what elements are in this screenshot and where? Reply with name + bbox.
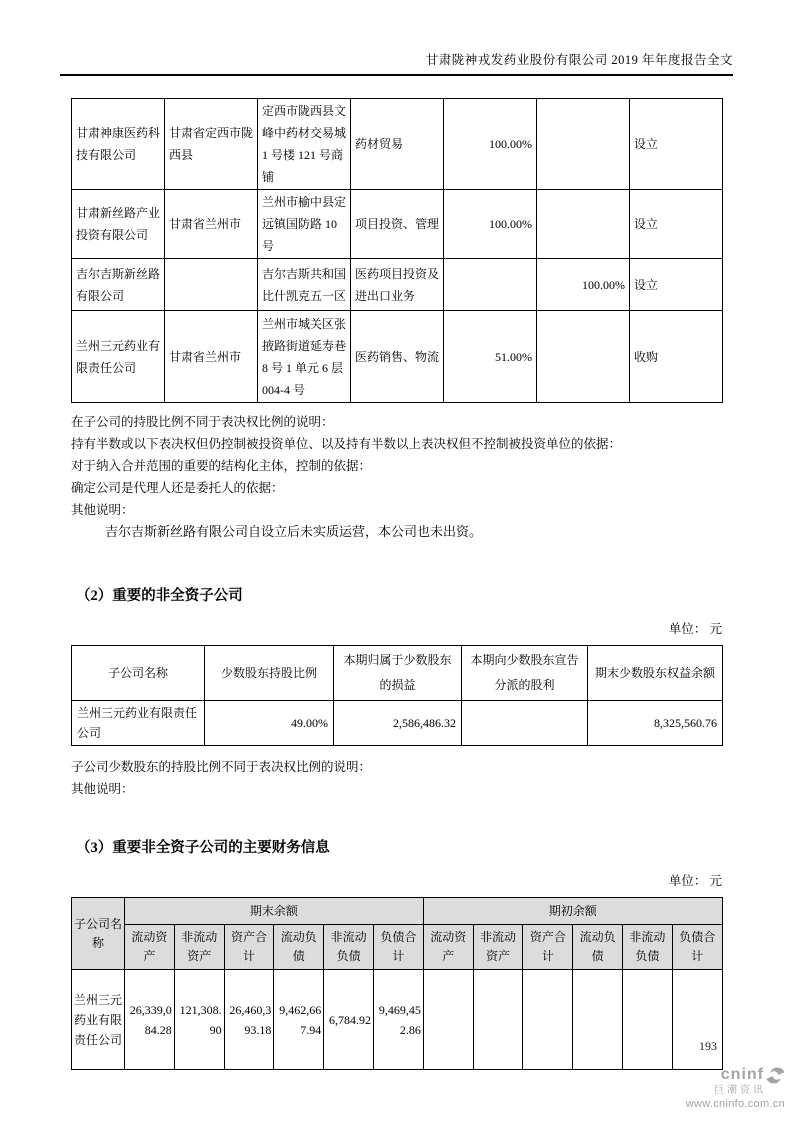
cell-company-name: 兰州三元药业有限责任公司: [72, 311, 165, 403]
logo-brand: cninf: [720, 1066, 764, 1084]
cell-indirect-ratio: 100.00%: [537, 259, 630, 311]
header-total-assets: 资产合计: [523, 925, 573, 970]
cell-direct-ratio: [444, 259, 537, 311]
cell-beginning-noncurrent-liabilities: [623, 970, 673, 1070]
header-subsidiary-name: 子公司名称: [72, 646, 205, 701]
cell-ending-current-assets: 26,339,084.28: [125, 970, 175, 1070]
cell-acquire-method: 设立: [630, 99, 723, 190]
subsidiaries-table: [71, 98, 723, 403]
page-number: 193: [699, 1039, 717, 1053]
cell-beginning-current-liabilities: [573, 970, 623, 1070]
cell-declared-dividend: [462, 701, 588, 746]
notes-block: [71, 756, 722, 800]
header-noncurrent-assets: 非流动资产: [174, 925, 224, 970]
header-total-liabilities: 负债合计: [373, 925, 423, 970]
note-line: 在子公司的持股比例不同于表决权比例的说明：: [71, 415, 334, 429]
table-row: [72, 701, 723, 746]
cell-acquire-method: 设立: [630, 259, 723, 311]
section-3-heading: （3）重要非全资子公司的主要财务信息: [76, 840, 330, 856]
cell-ending-current-liabilities: 9,462,667.94: [274, 970, 324, 1070]
cell-subsidiary-name: 兰州三元药业有限责任公司: [72, 970, 125, 1070]
section-2-heading: （2）重要的非全资子公司: [76, 588, 243, 604]
header-subsidiary-name: 子公司名称: [72, 898, 125, 970]
cell-beginning-noncurrent-assets: [473, 970, 523, 1070]
cell-direct-ratio: 100.00%: [444, 190, 537, 259]
cell-beginning-current-assets: [423, 970, 473, 1070]
cell-company-name: 吉尔吉斯新丝路有限公司: [72, 259, 165, 311]
report-title: 甘肃陇神戎发药业股份有限公司 2019 年年度报告全文: [60, 0, 733, 76]
cell-beginning-total-assets: [523, 970, 573, 1070]
cell-beginning-total-liabilities: [672, 970, 722, 1070]
table-header-row: [72, 646, 723, 701]
header-declared-dividend: 本期向少数股东宣告分派的股利: [462, 646, 588, 701]
table-row: [72, 259, 723, 311]
header-total-liabilities: 负债合计: [672, 925, 722, 970]
cell-address: 吉尔吉斯共和国比什凯克五一区: [258, 259, 351, 311]
header-noncurrent-liabilities: 非流动负债: [324, 925, 374, 970]
header-total-assets: 资产合计: [224, 925, 274, 970]
cell-company-name: 甘肃新丝路产业投资有限公司: [72, 190, 165, 259]
cell-subsidiary-name: 兰州三元药业有限责任公司: [72, 701, 205, 746]
cell-direct-ratio: 100.00%: [444, 99, 537, 190]
header-current-assets: 流动资产: [125, 925, 175, 970]
header-minority-ratio: 少数股东持股比例: [205, 646, 334, 701]
cell-indirect-ratio: [537, 99, 630, 190]
logo-top-row: [686, 1066, 785, 1084]
header-current-assets: 流动资产: [423, 925, 473, 970]
table-row: [72, 190, 723, 259]
cell-minority-ratio: 49.00%: [205, 701, 334, 746]
cell-ending-total-assets: 26,460,393.18: [224, 970, 274, 1070]
header-ending-balance: 期末余额: [125, 898, 424, 925]
cell-registered-place: 甘肃省兰州市: [165, 190, 258, 259]
table-header-row: [72, 898, 723, 925]
table-row: [72, 970, 723, 1070]
header-noncurrent-assets: 非流动资产: [473, 925, 523, 970]
cell-ending-noncurrent-liabilities: 6,784.92: [324, 970, 374, 1070]
table-row: [72, 99, 723, 190]
cell-registered-place: 甘肃省定西市陇西县: [165, 99, 258, 190]
note-line: 子公司少数股东的持股比例不同于表决权比例的说明：: [71, 760, 372, 774]
page-content: [71, 98, 722, 1070]
table-subheader-row: [72, 925, 723, 970]
cell-minority-profit: 2,586,486.32: [334, 701, 462, 746]
cell-business: 医药项目投资及进出口业务: [351, 259, 444, 311]
cell-address: 兰州市城关区张掖路街道延寿巷 8 号 1 单元 6 层 004-4 号: [258, 311, 351, 403]
cninfo-logo: [686, 1066, 785, 1110]
note-line: 其他说明：: [71, 503, 134, 517]
note-line: 确定公司是代理人还是委托人的依据：: [71, 481, 284, 495]
cell-address: 兰州市榆中县定远镇国防路 10 号: [258, 190, 351, 259]
unit-label: 单位： 元: [668, 622, 722, 636]
logo-url: www.cninfo.com.cn: [685, 1097, 785, 1110]
cell-ending-total-liabilities: 9,469,452.86: [373, 970, 423, 1070]
cell-indirect-ratio: [537, 190, 630, 259]
financial-info-table: [71, 897, 723, 1070]
notes-block: [71, 411, 722, 543]
cell-minority-equity: 8,325,560.76: [588, 701, 723, 746]
cell-direct-ratio: 51.00%: [444, 311, 537, 403]
cell-acquire-method: 设立: [630, 190, 723, 259]
minority-subsidiaries-table: [71, 645, 723, 746]
logo-brand-cn: 巨潮资讯: [714, 1084, 766, 1096]
header-current-liabilities: 流动负债: [274, 925, 324, 970]
cell-acquire-method: 收购: [630, 311, 723, 403]
header-minority-profit: 本期归属于少数股东的损益: [334, 646, 462, 701]
cell-indirect-ratio: [537, 311, 630, 403]
cell-company-name: 甘肃神康医药科技有限公司: [72, 99, 165, 190]
cell-business: 项目投资、管理: [351, 190, 444, 259]
cell-business: 医药销售、物流: [351, 311, 444, 403]
header-minority-equity: 期末少数股东权益余额: [588, 646, 723, 701]
cell-business: 药材贸易: [351, 99, 444, 190]
logo-swirl-icon: [766, 1067, 785, 1084]
unit-label: 单位： 元: [668, 874, 722, 888]
header-noncurrent-liabilities: 非流动负债: [623, 925, 673, 970]
cell-ending-noncurrent-assets: 121,308.90: [174, 970, 224, 1070]
cell-registered-place: [165, 259, 258, 311]
cell-address: 定西市陇西县文峰中药材交易城 1 号楼 121 号商铺: [258, 99, 351, 190]
other-note: 吉尔吉斯新丝路有限公司自设立后未实质运营，本公司也未出资。: [105, 524, 483, 539]
note-line: 其他说明：: [71, 782, 134, 796]
header-beginning-balance: 期初余额: [423, 898, 722, 925]
note-line: 持有半数或以下表决权但仍控制被投资单位、以及持有半数以上表决权但不控制被投资单位的依据：: [71, 437, 622, 451]
header-current-liabilities: 流动负债: [573, 925, 623, 970]
table-row: [72, 311, 723, 403]
note-line: 对于纳入合并范围的重要的结构化主体，控制的依据：: [71, 459, 372, 473]
cell-registered-place: 甘肃省兰州市: [165, 311, 258, 403]
